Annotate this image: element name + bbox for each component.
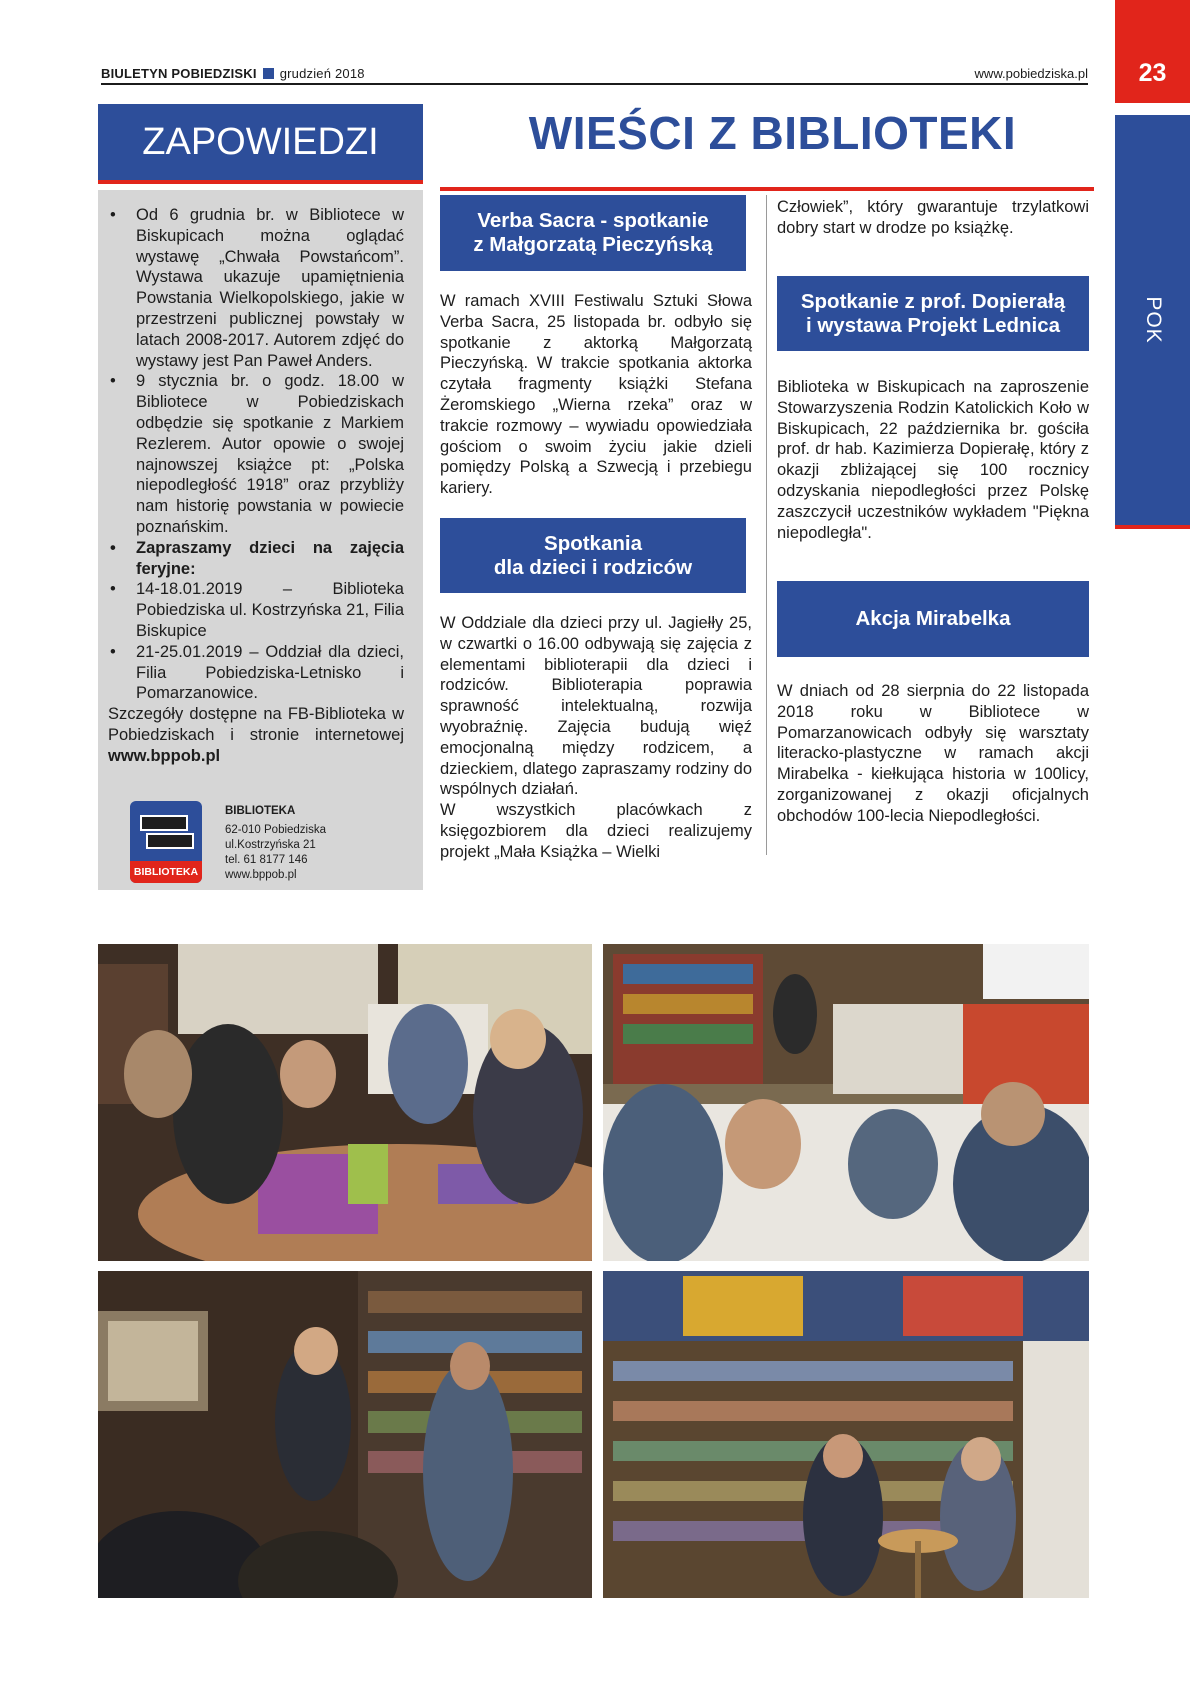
mirabelka-heading xyxy=(777,581,1089,657)
book-icon xyxy=(146,833,194,849)
page-title: WIEŚCI Z BIBLIOTEKI xyxy=(528,107,1017,159)
header-rule xyxy=(101,83,1088,85)
side-rail-accent xyxy=(1115,525,1190,529)
dopierala-body xyxy=(777,377,1089,543)
title-accent xyxy=(440,187,1094,191)
library-contact xyxy=(225,804,415,883)
spotkania-heading xyxy=(440,518,746,593)
list-item: • 9 stycznia br. o godz. 18.00 w Bibliotece w Pobiedziskach odbędzie się spotkanie z Markiem Rezlerem. Autor opowie o swojej najnowszej książce pt: „Polska niepodległość 1918” oraz przybliży nam historię powstania w powiecie poznańskim. xyxy=(108,371,404,537)
spotkania-body xyxy=(440,613,752,863)
publication-name: BIULETYN POBIEDZISKI xyxy=(101,66,257,81)
mirabelka-body xyxy=(777,681,1089,827)
dopierala-heading-line1: Spotkanie z prof. Dopierałą xyxy=(800,289,1066,313)
dopierala-heading-line2: i wystawa Projekt Lednica xyxy=(805,313,1061,337)
list-item: • Od 6 grudnia br. w Bibliotece w Biskupicach można oglądać wystawę „Chwała Powstańcom”. Wystawa ukazuje upamiętnienia Powstania Wielkopolskiego, jakie w przestrzeni publicznej powstały w latach 2008-2017. Autorem zdjęć do wystawy jest Pan Paweł Anders. xyxy=(108,205,404,371)
book-icon xyxy=(140,815,188,831)
announcements-accent xyxy=(98,180,423,184)
photo-children-workshop xyxy=(98,944,592,1261)
list-item: • 14-18.01.2019 – Biblioteka Pobiedziska ul. Kostrzyńska 21, Filia Biskupice xyxy=(108,579,404,641)
dopierala-text: Biblioteka w Biskupicach na zaproszenie Stowarzyszenia Rodzin Katolickich Koło w Biskupicach, 22 października br. gościła prof. dr hab. Kazimierza Dopierałę, który z okazji zbliżającej się 100 rocznicy odzyskania niepodległości przez Polskę zaszczycił uczestników wykładem "Piękna niepodległa". xyxy=(777,378,1089,542)
list-item: • 21-25.01.2019 – Oddział dla dzieci, Filia Pobiedziska-Letnisko i Pomarzanowice. xyxy=(108,642,404,704)
publication-header xyxy=(101,66,365,81)
dopierala-heading xyxy=(777,276,1089,351)
announcements-list xyxy=(108,205,404,767)
library-website-link[interactable]: www.bppob.pl xyxy=(108,746,221,765)
website-link[interactable]: www.pobiedziska.pl xyxy=(974,66,1088,81)
contact-name: BIBLIOTEKA xyxy=(225,805,296,817)
spotkania-heading-line1: Spotkania xyxy=(544,531,642,555)
verba-body xyxy=(440,291,752,499)
mirabelka-heading-text: Akcja Mirabelka xyxy=(855,607,1011,630)
spotkania-continued xyxy=(777,197,1089,239)
photo-reading-session xyxy=(603,944,1089,1261)
verba-heading-line1: Verba Sacra - spotkanie xyxy=(477,209,709,232)
photo-verba-sacra xyxy=(98,1271,592,1598)
list-item: • Zapraszamy dzieci na zajęcia feryjne: xyxy=(108,538,404,580)
verba-heading-line2: z Małgorzatą Pieczyńską xyxy=(473,233,713,256)
photo-lecture xyxy=(603,1271,1089,1598)
header-square-icon xyxy=(263,68,274,79)
library-logo xyxy=(130,801,202,883)
announcements-footer xyxy=(108,704,404,766)
logo-label: BIBLIOTEKA xyxy=(130,861,202,883)
spotkania-text: W Oddziale dla dzieci przy ul. Jagiełły 25, w czwartki o 16.00 odbywają się zajęcia z elementami biblioterapii dla dzieci i rodziców. Biblioterapia poprawia sprawność intelektualną, rozwija wyobraźnię. Zajęcia budują więź emocjonalną między rodzicem, a dzieckiem, dlatego zapraszamy rodziny do wspólnych działań. xyxy=(440,614,752,799)
verba-heading xyxy=(440,195,746,271)
section-tab xyxy=(1115,290,1190,350)
mirabelka-text: W dniach od 28 sierpnia do 22 listopada 2018 roku w Bibliotece w Pomarzanowicach odbyły się warsztaty literacko-plastyczne w ramach akcji Mirabelka - kiełkująca historia w 100licy, zorganizowanej z okazji oficjalnych obchodów 100-lecia Niepodległości. xyxy=(777,682,1089,825)
column-divider xyxy=(766,195,767,855)
page-number: 23 xyxy=(1115,0,1190,103)
contact-phone: tel. 61 8177 146 xyxy=(225,854,308,866)
spotkania-heading-line2: dla dzieci i rodziców xyxy=(493,555,693,579)
contact-postal: 62-010 Pobiedziska xyxy=(225,824,327,836)
footer-text: Szczegóły dostępne na FB-Biblioteka w Pobiedziskach i stronie internetowej xyxy=(108,705,404,744)
section-tab-label: POK xyxy=(1141,296,1165,344)
issue-date: grudzień 2018 xyxy=(279,66,365,81)
contact-web[interactable]: www.bppob.pl xyxy=(225,869,297,881)
contact-street: ul.Kostrzyńska 21 xyxy=(225,839,316,851)
announcements-heading: ZAPOWIEDZI xyxy=(98,104,423,180)
verba-text: W ramach XVIII Festiwalu Sztuki Słowa Verba Sacra, 25 listopada br. odbyło się spotkanie z aktorką Małgorzatą Pieczyńską. W trakcie spotkania aktorka czytała fragmenty książki Stefana Żeromskiego „Wierna rzeka” oraz w trakcie rozmowy – wywiadu opowiedziała gościom o swoim życiu jakie dzieli pomiędzy Polską a Szwecją i przebiegu kariery. xyxy=(440,292,752,498)
spotkania-text-3: Człowiek”, który gwarantuje trzylatkowi dobry start w drodze po książkę. xyxy=(777,198,1089,237)
spotkania-text-2: W wszystkich placówkach z księgozbiorem dla dzieci realizujemy projekt „Mała Książka – Wielki xyxy=(440,801,752,861)
